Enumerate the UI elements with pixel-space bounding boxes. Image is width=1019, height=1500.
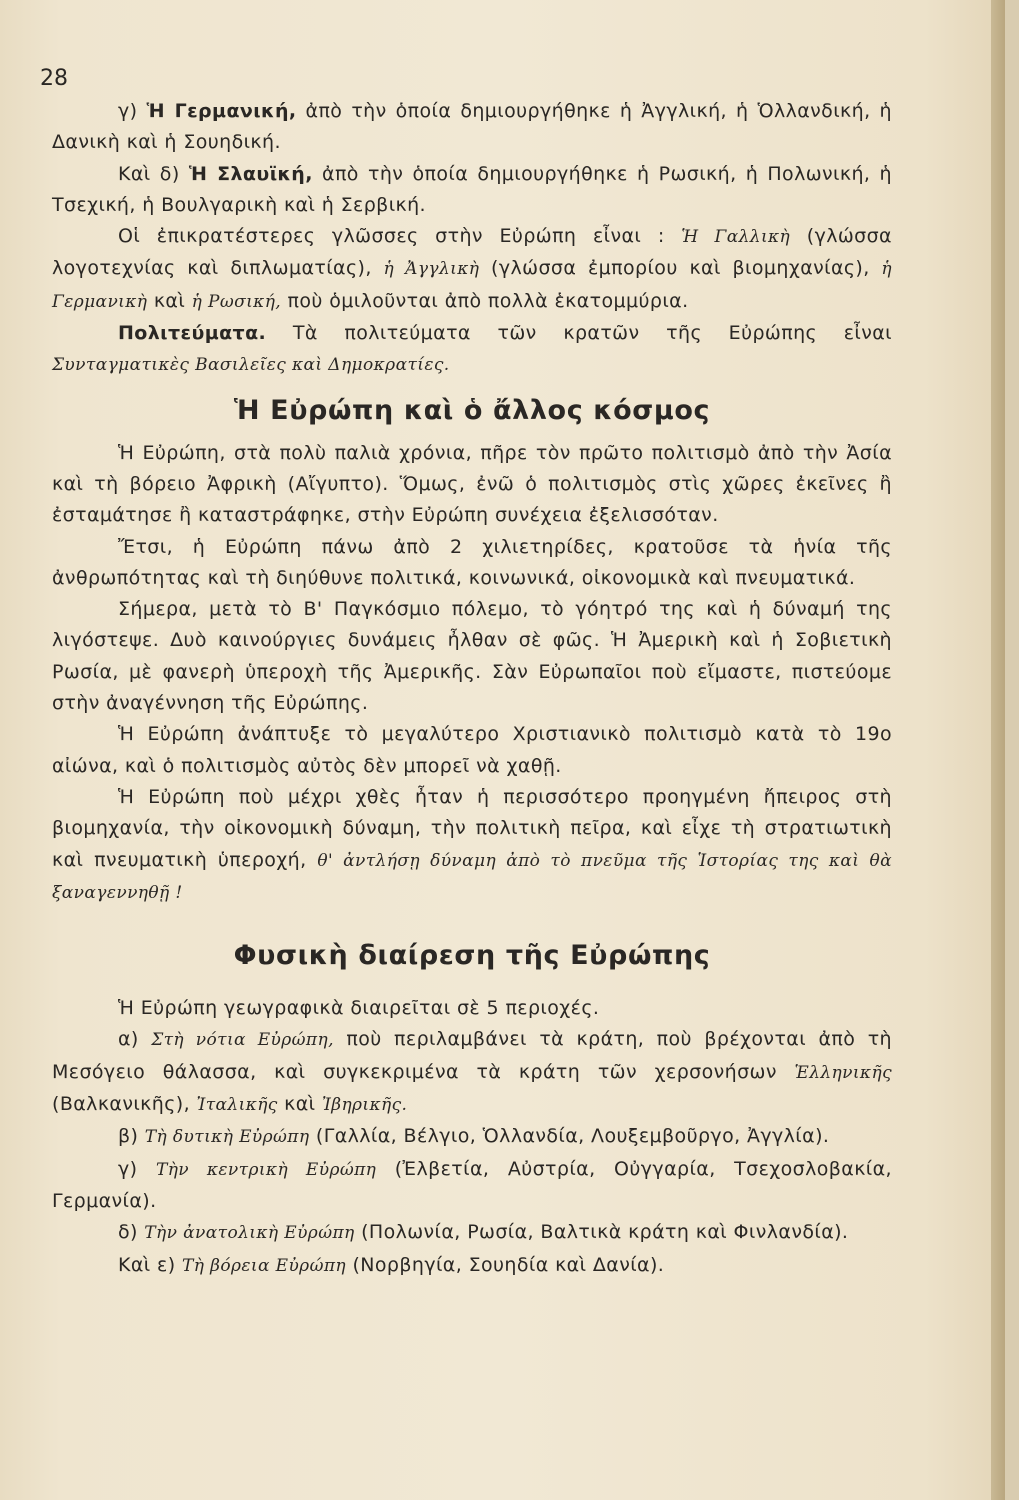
region-south <box>52 1024 892 1121</box>
text-run: ποὺ ὁμιλοῦνται ἀπὸ πολλὰ ἑκατομμύρια. <box>281 289 689 312</box>
item-label: Καὶ ε) <box>118 1253 182 1276</box>
region-west <box>52 1121 892 1153</box>
section-heading-europe-world: Ἡ Εὐρώπη καὶ ὁ ἄλλος κόσμος <box>233 394 711 426</box>
italic-run: θ' ἀντλήσῃ δύναμη ἀπὸ τὸ πνεῦμα τῆς Ἱστορίας της καὶ θὰ ξαναγεννηθῇ ! <box>52 850 892 903</box>
italic-run: Τὴν κεντρικὴ Εὐρώπη <box>155 1159 377 1180</box>
text-run: Οἱ ἐπικρατέστερες γλῶσσες στὴν Εὐρώπη εἶναι : <box>118 225 682 248</box>
italic-run: Ἰβηρικῆς. <box>321 1095 408 1116</box>
italic-run: Τὴν ἀνατολικὴ Εὐρώπη <box>144 1223 355 1244</box>
italic-run: Στὴ νότια Εὐρώπη, <box>151 1030 334 1051</box>
item-label: δ) <box>118 1221 145 1244</box>
text-run: (Ἐλβετία, Αὐστρία, Οὐγγαρία, Τσεχοσλοβακία, Γερμανία). <box>52 1157 892 1212</box>
paragraph-regions-intro: Ἡ Εὐρώπη γεωγραφικὰ διαιρεῖται σὲ 5 περιοχές. <box>118 997 600 1020</box>
item-label: γ) <box>118 100 147 122</box>
bold-term: Ἡ Σλαυϊκή, <box>188 162 313 185</box>
text-run: (Νορβηγία, Σουηδία καὶ Δανία). <box>346 1253 665 1276</box>
italic-run: Τὴ βόρεια Εὐρώπη <box>181 1255 346 1276</box>
paragraph-text: ἀπὸ τὴν ὁποία δημιουργήθηκε ἡ Ρωσική, ἡ Πολωνική, ἡ Τσεχική, ἡ Βουλγαρικὴ καὶ ἡ Σερβική. <box>52 162 892 216</box>
paragraph-christian-civilization: Ἡ Εὐρώπη ἀνάπτυξε τὸ μεγαλύτερο Χριστιανικὸ πολιτισμὸ κατὰ τὸ 19ο αἰώνα, καὶ ὁ πολιτισμὸς αὐτὸς δὲν μπορεῖ νὰ χαθῇ. <box>52 723 892 777</box>
bold-term: Ἡ Γερμανική, <box>146 100 297 122</box>
page-content <box>52 96 892 1282</box>
italic-run: Ἰταλικῆς <box>196 1095 278 1116</box>
region-east <box>52 1217 892 1249</box>
text-run: (Γαλλία, Βέλγιο, Ὁλλανδία, Λουξεμβοῦργο, Ἀγγλία). <box>309 1125 830 1148</box>
region-north <box>52 1250 892 1282</box>
italic-run: ἡ Ρωσική, <box>191 291 282 312</box>
italic-run: ἡ Γερμανικὴ <box>52 259 892 312</box>
paragraph-slavic <box>52 159 892 222</box>
region-central <box>52 1154 892 1218</box>
text-run: (Βαλκανικῆς), <box>52 1093 197 1116</box>
paragraph-text: ἀπὸ τὴν ὁποία δημιουργήθηκε ἡ Ἀγγλική, ἡ Ὁλλανδική, ἡ Δανικὴ καὶ ἡ Σουηδική. <box>52 100 892 154</box>
paragraph-regimes <box>52 318 892 382</box>
paragraph-millennia: Ἔτσι, ἡ Εὐρώπη πάνω ἀπὸ 2 χιλιετηρίδες, κρατοῦσε τὰ ἡνία τῆς ἀνθρωπότητας καὶ τὴ διηύθυνε πολιτικά, κοινωνικά, οἰκονομικὰ καὶ πνευματικά. <box>52 535 892 589</box>
text-run: καὶ <box>147 289 192 312</box>
text-run: ποὺ περιλαμβάνει τὰ κράτη, ποὺ βρέχονται ἀπὸ τὴ Μεσόγειο θάλασσα, καὶ συγκεκριμένα τὰ κράτη τῶν χερσονήσων <box>52 1028 892 1083</box>
italic-run: Ἡ Γαλλικὴ <box>681 227 791 248</box>
italic-run: Τὴ δυτικὴ Εὐρώπη <box>144 1127 310 1148</box>
italic-run: ἡ Ἀγγλικὴ <box>383 259 480 280</box>
paragraph-text: Τὰ πολιτεύματα τῶν κρατῶν τῆς Εὐρώπης εἶναι <box>266 322 892 345</box>
paragraph-dominant-languages <box>52 221 892 318</box>
italic-run: Ἑλληνικῆς <box>794 1062 892 1083</box>
page-number: 28 <box>40 66 68 91</box>
text-run: (γλώσσα ἐμπορίου καὶ βιομηχανίας), <box>479 257 882 280</box>
paragraph-rebirth <box>52 782 892 909</box>
bold-term: Πολιτεύματα. <box>118 322 267 345</box>
paragraph-text: Ἡ Εὐρώπη ποὺ μέχρι χθὲς ἦταν ἡ περισσότερο προηγμένη ἤπειρος στὴ βιομηχανία, τὴν οἰκονομικὴ δύναμη, τὴν πολιτικὴ πεῖρα, καὶ εἶχε τὴ στρατιωτικὴ καὶ πνευματικὴ ὑπεροχή, <box>52 785 892 871</box>
item-label: γ) <box>118 1157 156 1180</box>
item-label: β) <box>118 1125 145 1148</box>
text-run: καὶ <box>277 1093 322 1116</box>
italic-run: Συνταγματικὲς Βασιλεῖες καὶ Δημοκρατίες. <box>52 355 450 376</box>
section-heading-physical-division: Φυσικὴ διαίρεση τῆς Εὐρώπης <box>233 940 711 972</box>
page-edge-shadow <box>991 0 1005 1500</box>
text-run: (Πολωνία, Ρωσία, Βαλτικὰ κράτη καὶ Φινλανδία). <box>354 1221 849 1244</box>
text-run: (γλώσσα λογοτεχνίας καὶ διπλωματίας), <box>52 225 892 280</box>
paragraph-ancient-civilization: Ἡ Εὐρώπη, στὰ πολὺ παλιὰ χρόνια, πῆρε τὸν πρῶτο πολιτισμὸ ἀπὸ τὴν Ἀσία καὶ τὴ βόρειο Ἀφρικὴ (Αἴγυπτο). Ὅμως, ἐνῶ ὁ πολιτισμὸς στὶς χῶρες ἐκεῖνες ἢ ἐσταμάτησε ἢ καταστράφηκε, στὴν Εὐρώπη συνέχεια ἐξελισσόταν. <box>52 441 892 527</box>
item-label: Καὶ δ) <box>118 162 189 185</box>
item-label: α) <box>118 1028 152 1051</box>
paragraph-today: Σήμερα, μετὰ τὸ Β' Παγκόσμιο πόλεμο, τὸ γόητρό της καὶ ἡ δύναμή της λιγόστεψε. Δυὸ καινούργιες δυνάμεις ἦλθαν σὲ φῶς. Ἡ Ἀμερικὴ καὶ ἡ Σοβιετικὴ Ρωσία, μὲ φανερὴ ὑπεροχὴ τῆς Ἀμερικῆς. Σὰν Εὐρωπαῖοι ποὺ εἴμαστε, πιστεύομε στὴν ἀναγέννηση τῆς Εὐρώπης. <box>52 598 892 715</box>
paragraph-germanic <box>52 96 892 159</box>
